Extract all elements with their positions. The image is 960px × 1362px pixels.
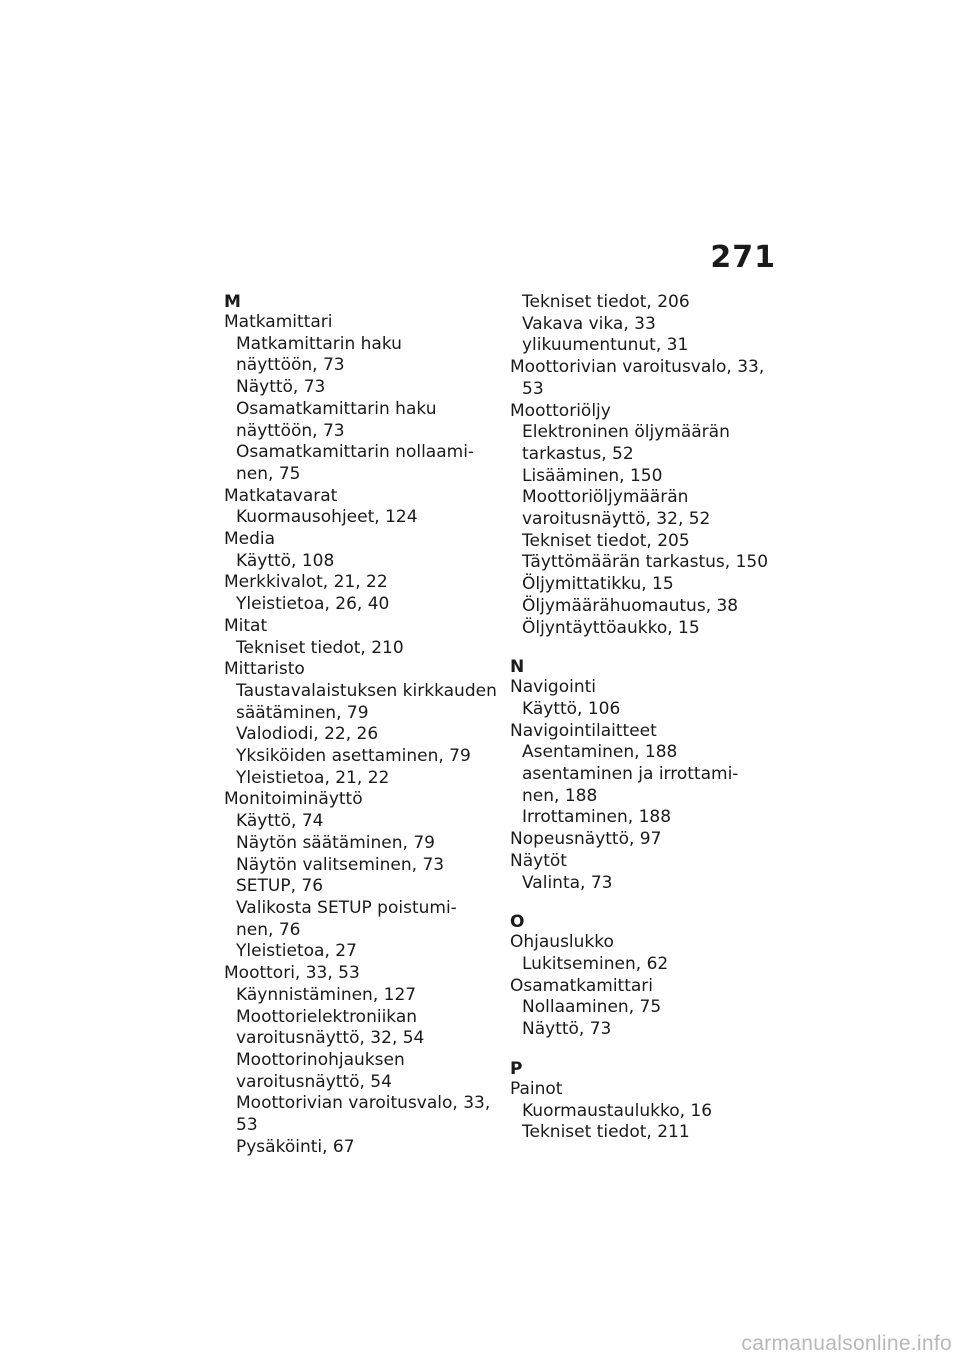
index-subentry: 53	[236, 1115, 258, 1136]
index-subentry: Kuormausohjeet, 124	[236, 507, 418, 528]
index-section-letter: O	[510, 912, 525, 933]
index-entry: Osamatkamittari	[510, 975, 654, 996]
index-subentry: ylikuumentunut, 31	[522, 335, 689, 356]
index-subentry: Valinta, 73	[522, 872, 613, 893]
index-subentry: Näytön säätäminen, 79	[236, 832, 435, 853]
index-section-letter: N	[510, 657, 525, 678]
index-subentry: Tekniset tiedot, 211	[522, 1122, 690, 1143]
index-subentry: Öljymäärähuomautus, 38	[522, 595, 739, 616]
index-subentry: SETUP, 76	[236, 876, 324, 897]
index-subentry: Käynnistäminen, 127	[236, 984, 417, 1005]
watermark: carmanualsonline.info	[741, 1332, 952, 1355]
index-subentry: nen, 75	[236, 463, 301, 484]
index-section-letter: M	[224, 292, 241, 312]
index-subentry: Näyttö, 73	[236, 377, 326, 398]
index-subentry: Täyttömäärän tarkastus, 150	[522, 552, 769, 573]
index-column-left	[224, 292, 496, 1158]
index-subentry: Elektroninen öljymäärän	[522, 422, 730, 443]
index-subentry: Osamatkamittarin haku	[236, 398, 437, 419]
index-entry: Navigointilaitteet	[510, 720, 657, 741]
index-subentry: Tekniset tiedot, 210	[236, 637, 404, 658]
index-entry: Matkamittari	[224, 312, 333, 332]
index-subentry: säätäminen, 79	[236, 702, 369, 723]
index-entry: Matkatavarat	[224, 485, 338, 506]
index-subentry: Moottorielektroniikan	[236, 1006, 418, 1027]
index-subentry: Lisääminen, 150	[522, 465, 663, 486]
index-subentry: Käyttö, 108	[236, 550, 335, 571]
index-entry: Mitat	[224, 615, 268, 636]
index-subentry: nen, 188	[522, 785, 598, 806]
index-subentry: Asentaminen, 188	[522, 742, 678, 763]
index-entry: Media	[224, 529, 276, 550]
index-column-right	[510, 292, 790, 1144]
index-entry: Navigointi	[510, 677, 596, 698]
index-subentry: Irrottaminen, 188	[522, 807, 672, 828]
index-subentry: Moottorivian varoitusvalo, 33,	[236, 1093, 491, 1114]
index-subentry: asentaminen ja irrottami-	[522, 764, 739, 785]
index-subentry: Valikosta SETUP poistumi-	[236, 897, 457, 918]
page-number: 271	[710, 240, 776, 275]
index-subentry: Vakava vika, 33	[522, 313, 656, 334]
index-entry: Monitoiminäyttö	[224, 789, 363, 810]
index-subentry: Valodiodi, 22, 26	[236, 724, 379, 745]
index-entry: Mittaristo	[224, 659, 305, 680]
index-subentry: Öljyntäyttöaukko, 15	[522, 617, 700, 638]
index-subentry: Moottoriöljymäärän	[522, 487, 689, 508]
index-subentry: Kuormaustaulukko, 16	[522, 1100, 713, 1121]
index-subentry: näyttöön, 73	[236, 420, 345, 441]
index-subentry: tarkastus, 52	[522, 443, 634, 464]
index-subentry: nen, 76	[236, 919, 301, 940]
index-section-letter: P	[510, 1058, 523, 1079]
index-subentry: näyttöön, 73	[236, 355, 345, 376]
index-subentry: Osamatkamittarin nollaami-	[236, 442, 475, 463]
index-subentry: Moottorinohjauksen	[236, 1049, 405, 1070]
index-subentry: Tekniset tiedot, 205	[522, 530, 690, 551]
index-subentry: Tekniset tiedot, 206	[522, 292, 690, 312]
index-entry: Moottorivian varoitusvalo, 33,	[510, 357, 765, 378]
index-subentry: Matkamittarin haku	[236, 333, 402, 354]
index-subentry: varoitusnäyttö, 32, 52	[522, 509, 711, 530]
index-subentry: 53	[522, 378, 544, 399]
index-subentry: varoitusnäyttö, 32, 54	[236, 1028, 425, 1049]
index-entry: Nopeusnäyttö, 97	[510, 829, 662, 850]
index-entry: Painot	[510, 1078, 563, 1099]
index-subentry: Öljymittatikku, 15	[522, 574, 674, 595]
index-entry: Merkkivalot, 21, 22	[224, 572, 388, 593]
index-entry: Ohjauslukko	[510, 932, 614, 953]
index-subentry: Yleistietoa, 27	[236, 941, 357, 962]
index-entry: Moottori, 33, 53	[224, 963, 360, 984]
index-subentry: Näyttö, 73	[522, 1019, 612, 1040]
index-subentry: Käyttö, 106	[522, 698, 621, 719]
index-subentry: Taustavalaistuksen kirkkauden	[236, 680, 497, 701]
index-subentry: varoitusnäyttö, 54	[236, 1071, 392, 1092]
index-subentry: Yleistietoa, 26, 40	[236, 594, 390, 615]
index-subentry: Pysäköinti, 67	[236, 1136, 355, 1157]
index-subentry: Yksiköiden asettaminen, 79	[236, 746, 471, 767]
section-gap	[510, 1041, 790, 1059]
index-subentry: Yleistietoa, 21, 22	[236, 767, 390, 788]
index-subentry: Käyttö, 74	[236, 811, 324, 832]
index-subentry: Näytön valitseminen, 73	[236, 854, 445, 875]
index-entry: Näytöt	[510, 850, 567, 871]
index-entry: Moottoriöljy	[510, 400, 611, 421]
section-gap	[510, 639, 790, 657]
index-subentry: Lukitseminen, 62	[522, 953, 669, 974]
index-subentry: Nollaaminen, 75	[522, 997, 662, 1018]
section-gap	[510, 894, 790, 912]
